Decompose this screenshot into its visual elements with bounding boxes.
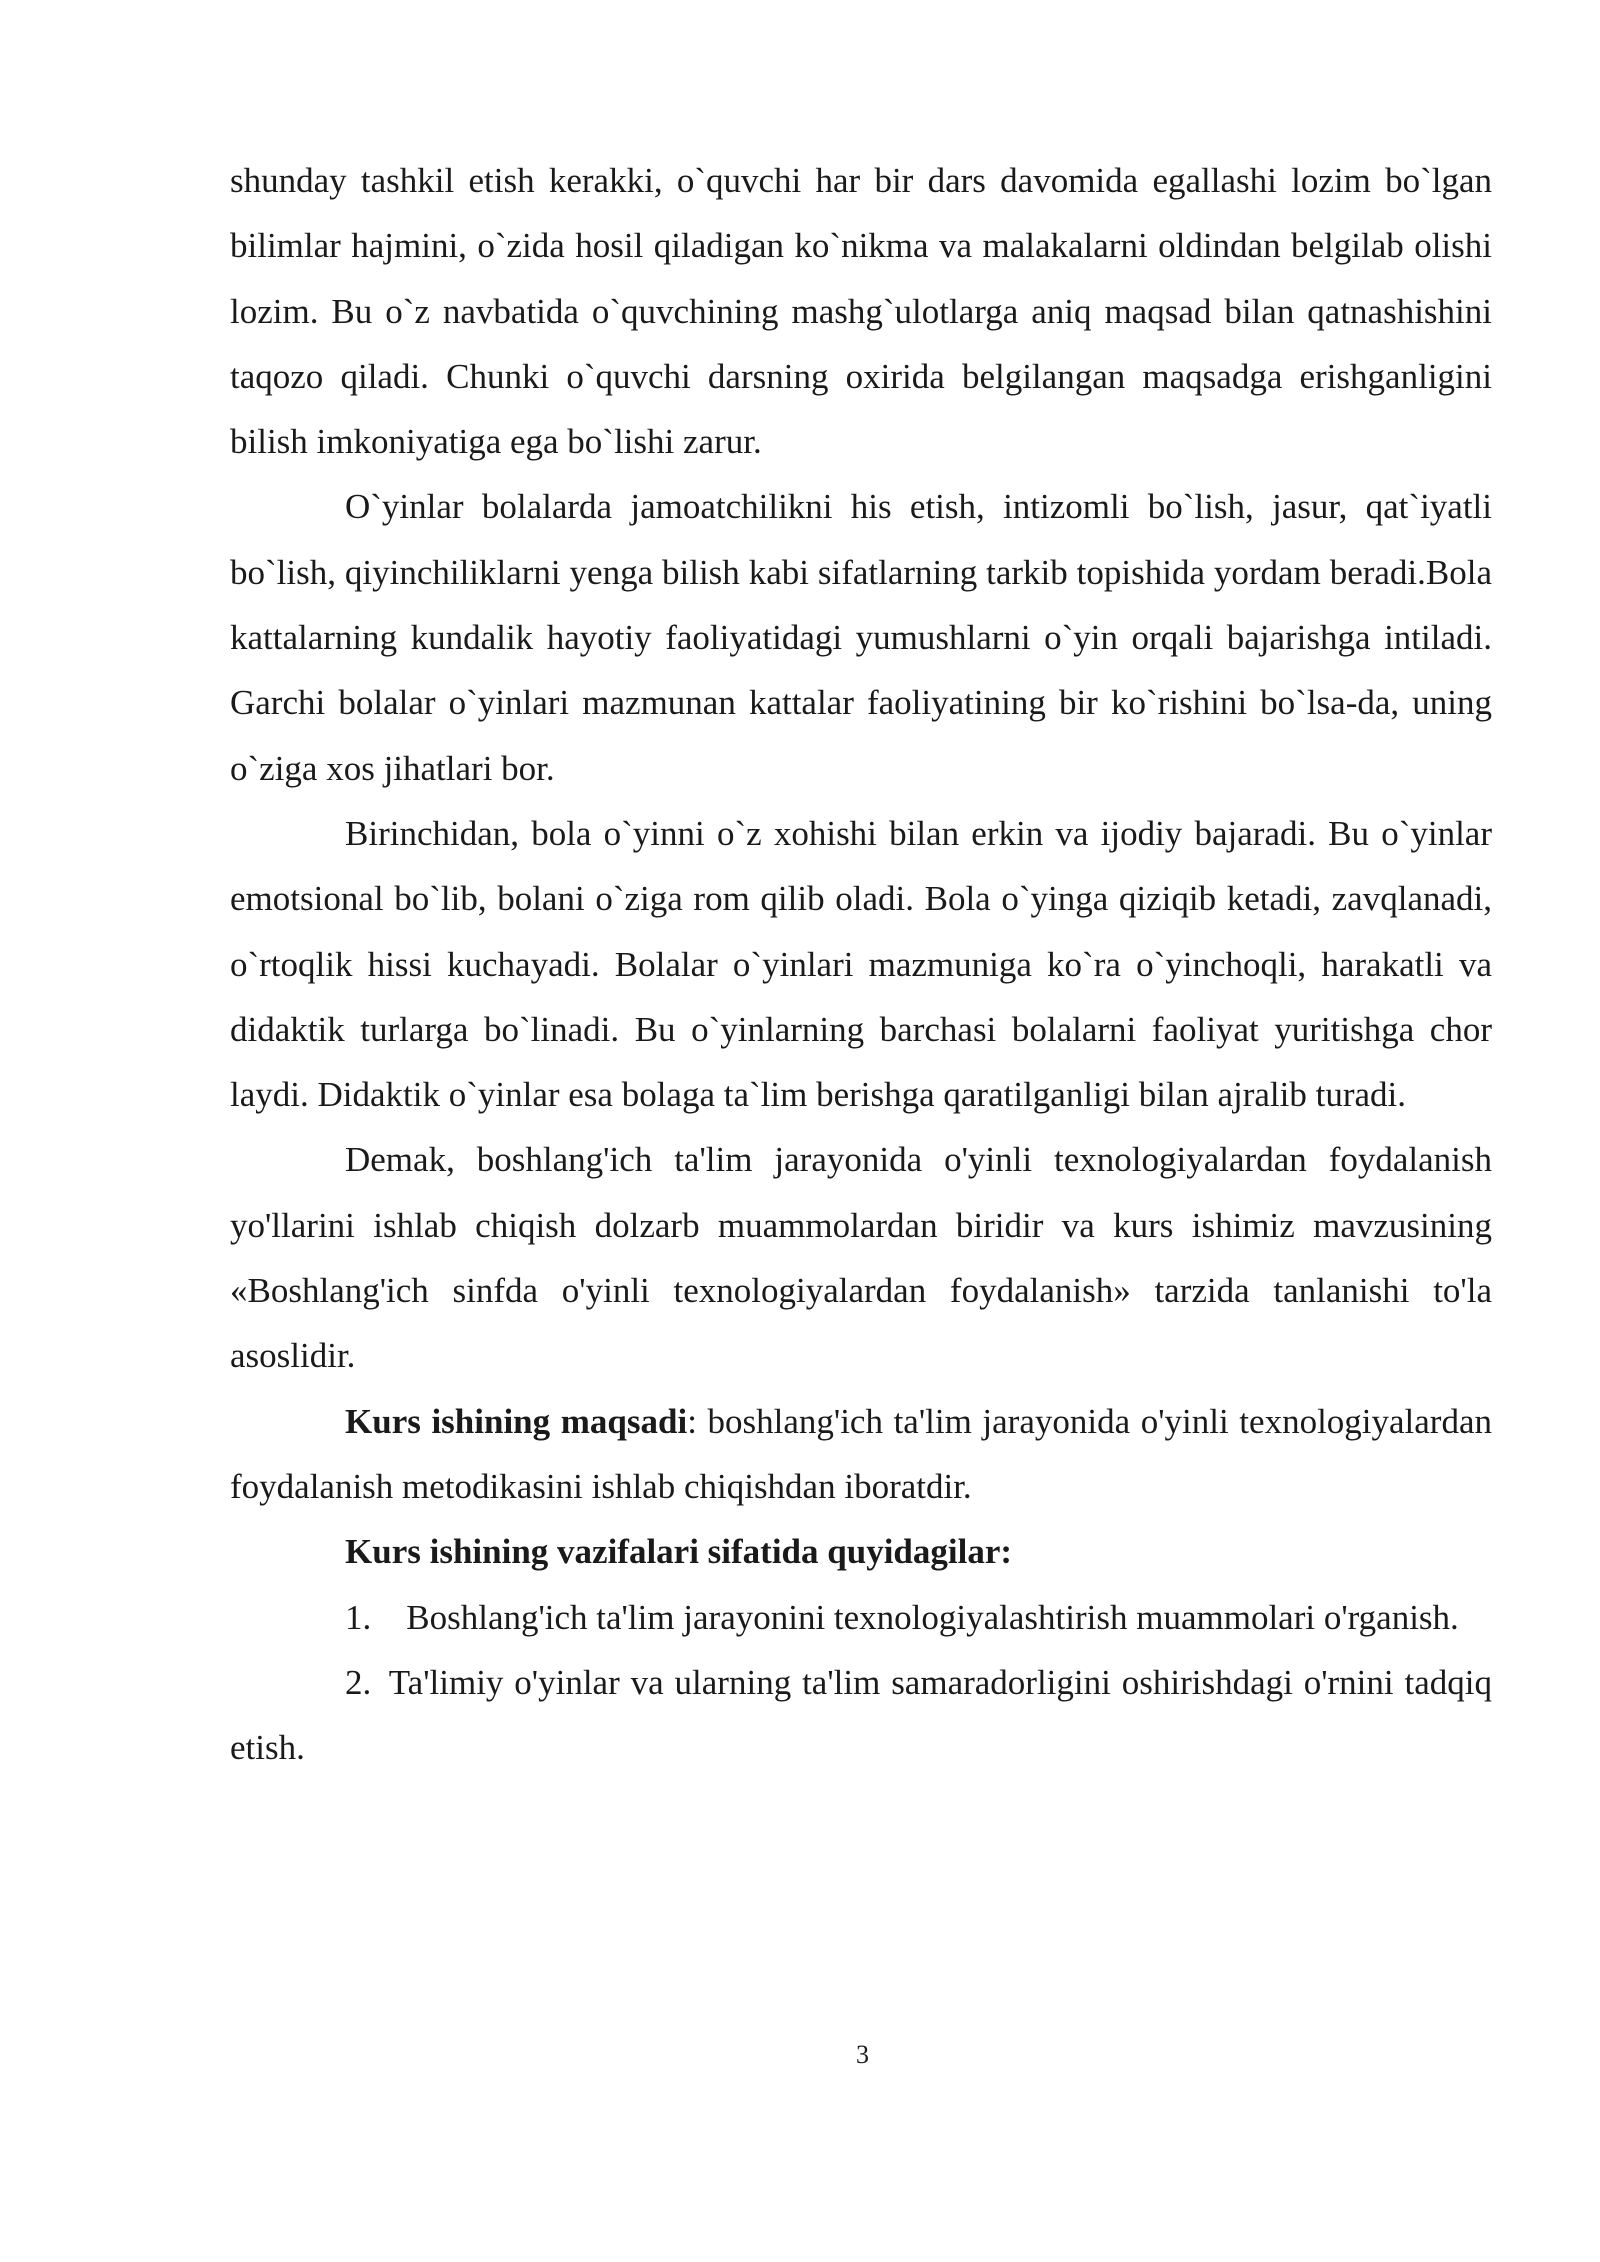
paragraph-4: Demak, boshlang'ich ta'lim jarayonida o'yinli texnologiyalardan foydalanish yo'llarini ishlab chiqish dolzarb muammolardan biridir va kurs ishimiz mavzusining «Boshlang'ich sinfda o'yinli texnologiyalardan foydalanish» tarzida tanlanishi to'la asoslidir.	[230, 1140, 1492, 1376]
page-number: 3	[856, 2040, 869, 2069]
tasks-heading: Kurs ishining vazifalari sifatida quyidagilar:	[345, 1532, 1013, 1572]
document-body	[230, 148, 1492, 1780]
goal-text: : boshlang'ich ta'lim jarayonida o'yinli texnologiyalardan foydalanish metodikasini ishlab chiqishdan iboratdir.	[230, 1401, 1492, 1506]
paragraph-2: O`yinlar bolalarda jamoatchilikni his etish, intizomli bo`lish, jasur, qat`iyatli bo`lish, qiyinchiliklarni yenga bilish kabi sifatlarning tarkib topishida yordam beradi.Bola kattalarning kundalik hayotiy faoliyatidagi yumushlarni o`yin orqali bajarishga intiladi. Garchi bolalar o`yinlari mazmunan kattalar faoliyatining bir ko`rishini bo`lsa-da, uning o`ziga xos jihatlari bor.	[230, 487, 1492, 788]
paragraph-goal	[230, 1389, 1492, 1520]
goal-label: Kurs ishining maqsadi	[345, 1401, 688, 1441]
paragraph-1: shunday tashkil etish kerakki, o`quvchi har bir dars davomida egallashi lozim bo`lgan bilimlar hajmini, o`zida hosil qiladigan ko`nikma va malakalarni oldindan belgilab olishi lozim. Bu o`z navbatida o`quvchining mashg`ulotlarga aniq maqsad bilan qatnashishini taqozo qiladi. Chunki o`quvchi darsning oxirida belgilangan maqsadga erishganligini bilish imkoniyatiga ega bo`lishi zarur.	[230, 161, 1492, 462]
task-item-1: 1. Boshlang'ich ta'lim jarayonini texnologiyalashtirish muammolari o'rganish.	[345, 1597, 1459, 1637]
task-item-2: 2. Ta'limiy o'yinlar va ularning ta'lim samaradorligini oshirishdagi o'rnini tadqiq etish.	[230, 1662, 1492, 1768]
paragraph-3: Birinchidan, bola o`yinni o`z xohishi bilan erkin va ijodiy bajaradi. Bu o`yinlar emotsional bo`lib, bolani o`ziga rom qilib oladi. Bola o`yinga qiziqib ketadi, zavqlanadi, o`rtoqlik hissi kuchayadi. Bolalar o`yinlari mazmuniga ko`ra o`yinchoqli, harakatli va didaktik turlarga bo`linadi. Bu o`yinlarning barchasi bolalarni faoliyat yuritishga chor laydi. Didaktik o`yinlar esa bolaga ta`lim berishga qaratilganligi bilan ajralib turadi.	[230, 813, 1492, 1115]
